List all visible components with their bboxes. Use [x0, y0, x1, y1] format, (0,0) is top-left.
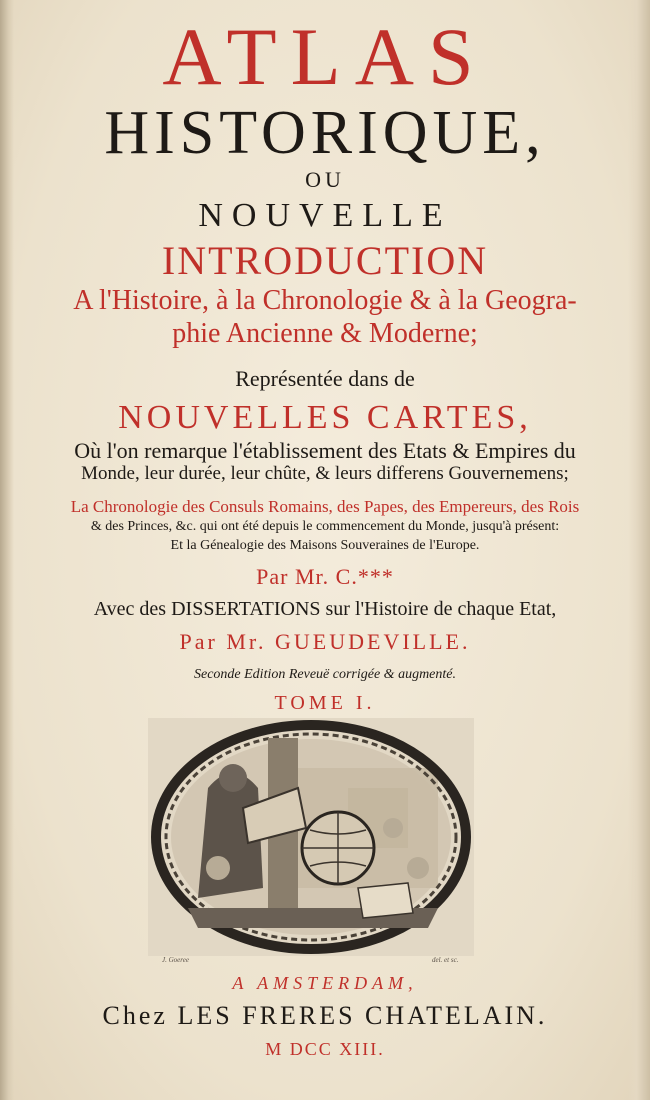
genealogie-line: Et la Génealogie des Maisons Souveraines de l'Europe.	[170, 538, 480, 553]
engraver-credit-right: del. et sc.	[432, 956, 459, 964]
chronologie-line: La Chronologie des Consuls Romains, des Papes, des Empereurs, des Rois	[70, 497, 580, 516]
author-line-2: Par Mr. GUEUDEVILLE.	[179, 629, 471, 654]
title-atlas: ATLAS	[162, 11, 488, 102]
description-line-2: Monde, leur durée, leur chûte, & leurs differens Gouvernemens;	[81, 463, 569, 484]
description-line-1: Où l'on remarque l'établissement des Etats & Empires du	[74, 438, 576, 463]
title-introduction: INTRODUCTION	[161, 238, 489, 283]
title-nouvelle: NOUVELLE	[198, 197, 452, 234]
nouvelles-cartes: NOUVELLES CARTES,	[118, 399, 532, 436]
author-line-1: Par Mr. C.***	[256, 564, 394, 589]
engraver-credit-left: J. Goeree	[162, 956, 189, 964]
imprint-publisher: Chez LES FRERES CHATELAIN.	[102, 1001, 548, 1030]
imprint-date: M DCC XIII.	[265, 1039, 385, 1059]
title-historique: HISTORIQUE,	[104, 99, 546, 167]
tome-label: TOME I.	[274, 692, 376, 714]
subtitle-line-1: A l'Histoire, à la Chronologie & à la Geogra-	[73, 285, 577, 316]
imprint-city: A AMSTERDAM,	[232, 973, 418, 993]
edition-line: Seconde Edition Reveuë corrigée & augmenté.	[193, 667, 456, 682]
princes-line: & des Princes, &c. qui ont été depuis le commencement du Monde, jusqu'à présent:	[90, 519, 560, 534]
representee-line: Représentée dans de	[235, 366, 415, 391]
title-ou: OU	[305, 167, 345, 192]
subtitle-line-2: phie Ancienne & Moderne;	[172, 318, 478, 349]
dissertations-line: Avec des DISSERTATIONS sur l'Histoire de chaque Etat,	[93, 598, 557, 620]
engraving-illustration	[148, 718, 474, 956]
engraving-vignette	[148, 718, 474, 956]
